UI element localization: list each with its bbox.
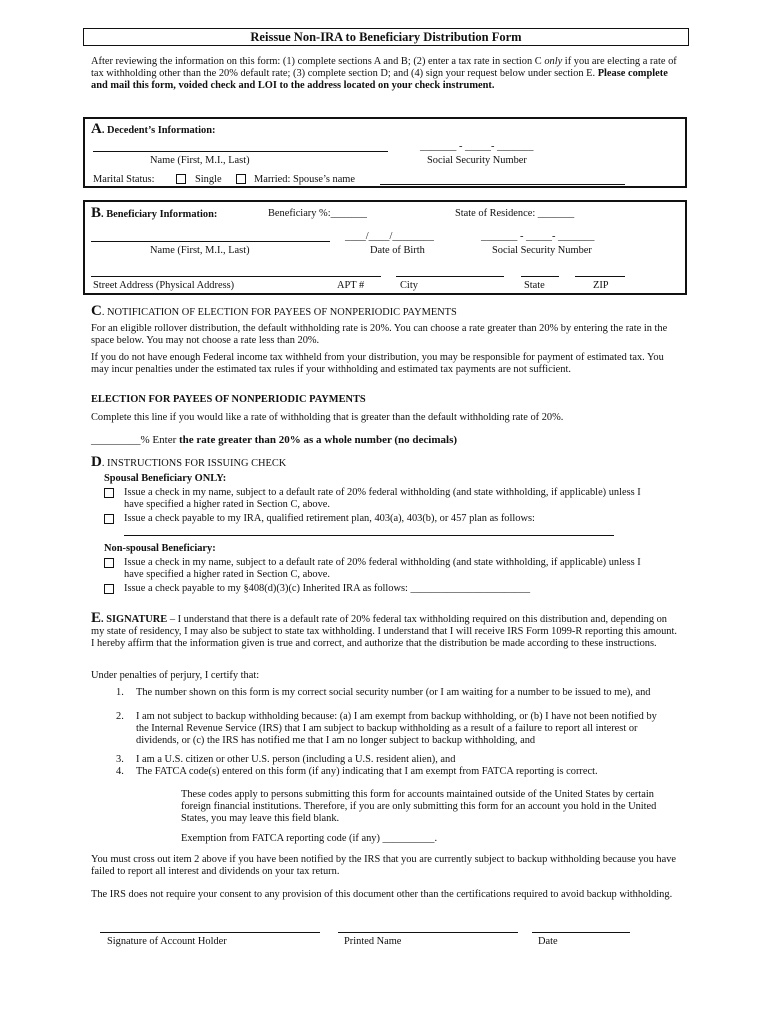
state-of-residence-field[interactable]: State of Residence: _______: [455, 208, 575, 219]
apt-label: APT #: [337, 280, 365, 291]
perjury-intro: Under penalties of perjury, I certify that:: [91, 670, 260, 681]
street-address-field[interactable]: [91, 276, 381, 277]
spousal-ira-details-field[interactable]: [124, 535, 614, 536]
section-a-title: . Decedent’s Information:: [101, 125, 216, 136]
intro-only: only: [544, 56, 563, 67]
decedent-name-field[interactable]: [93, 151, 388, 152]
section-d-heading: [91, 453, 286, 471]
cert-item-4-num: 4.: [116, 766, 124, 777]
section-b-letter: B: [91, 205, 102, 221]
intro-bold: Please complete and mail this form, voided check and LOI to the address located on your check instrument.: [91, 68, 668, 92]
section-c-letter: C: [91, 303, 102, 319]
section-e-letter: E: [91, 610, 102, 626]
spousal-heading: Spousal Beneficiary ONLY:: [104, 473, 227, 484]
cert-item-2-num: 2.: [116, 711, 124, 722]
spousal-check-own-name-checkbox[interactable]: [104, 488, 114, 498]
rate-blank[interactable]: _________% Enter: [91, 434, 179, 446]
married-checkbox[interactable]: [236, 174, 246, 184]
nonspousal-option-1: Issue a check in my name, subject to a default rate of 20% federal withholding (and state withholding, if applicable) unless I have specified a higher rated in Section C, above.: [124, 557, 641, 581]
intro-text: [91, 56, 681, 93]
consent-note: The IRS does not require your consent to any provision of this document other than the certifications required to avoid backup withholding.: [91, 889, 673, 900]
section-c-sub: ELECTION FOR PAYEES OF NONPERIODIC PAYMENTS: [91, 394, 366, 405]
zip-field[interactable]: [575, 276, 625, 277]
decedent-name-label: Name (First, M.I., Last): [150, 155, 250, 166]
nonspousal-inherited-ira-checkbox[interactable]: [104, 584, 114, 594]
section-c-title: . NOTIFICATION OF ELECTION FOR PAYEES OF NONPERIODIC PAYMENTS: [101, 307, 457, 318]
section-c-p1: For an eligible rollover distribution, the default withholding rate is 20%. You can choose a rate greater than 20% by entering the rate in the space below. You may not choose a rate less than 20%.: [91, 323, 668, 347]
spousal-option-2: Issue a check payable to my IRA, qualified retirement plan, 403(a), 403(b), or 457 plan as follows:: [124, 513, 535, 524]
dob-label: Date of Birth: [370, 245, 425, 256]
section-a-letter: A: [91, 121, 102, 137]
beneficiary-name-field[interactable]: [91, 241, 330, 242]
section-d-title: . INSTRUCTIONS FOR ISSUING CHECK: [101, 458, 287, 469]
fatca-note: These codes apply to persons submitting this form for accounts maintained outside of the United States by certain foreign financial institutions. Therefore, if you are only submitting this form for an account you hold in the United States, you may leave this field blank.: [181, 789, 657, 825]
printed-name-label: Printed Name: [344, 936, 402, 947]
nonspousal-check-own-name-checkbox[interactable]: [104, 558, 114, 568]
spousal-check-ira-checkbox[interactable]: [104, 514, 114, 524]
decedent-ssn-label: Social Security Number: [427, 155, 527, 166]
state-label: State: [524, 280, 545, 291]
signature-field[interactable]: [100, 932, 320, 933]
street-address-label: Street Address (Physical Address): [93, 280, 235, 291]
nonspousal-option-2: Issue a check payable to my §408(d)(3)(c) Inherited IRA as follows: _______________________: [124, 583, 531, 594]
date-label: Date: [538, 936, 558, 947]
dob-blank[interactable]: ____/____/________: [345, 231, 434, 242]
section-e-paragraph: [91, 612, 681, 651]
nonspousal-heading: Non-spousal Beneficiary:: [104, 543, 216, 554]
beneficiary-percent-field[interactable]: Beneficiary %:_______: [268, 208, 367, 219]
spousal-option-1: Issue a check in my name, subject to a default rate of 20% federal withholding (and state withholding, if applicable) unless I have specified a higher rated in Section C, above.: [124, 487, 641, 511]
section-e-text: – I understand that there is a default rate of 20% federal tax withholding required on this distribution and, depending on my state of residency, I may also be subject to state tax withholding. I understand that I will receive IRS Form 1099-R reporting this amount. I hereby affirm that the information given is true and correct, and authorize that the distribution be made according to these instructions.: [91, 614, 677, 650]
single-label: Single: [195, 174, 222, 185]
cert-item-4: The FATCA code(s) entered on this form (if any) indicating that I am exempt from FATCA reporting is correct.: [136, 766, 598, 777]
state-field[interactable]: [521, 276, 559, 277]
section-c-heading: [91, 302, 457, 320]
section-c-p2: If you do not have enough Federal income tax withheld from your distribution, you may be responsible for payment of estimated tax. You may incur penalties under the estimated tax rules if your withholding and estimated tax payments are not sufficient.: [91, 352, 664, 376]
rate-instruction: the rate greater than 20% as a whole number (no decimals): [178, 434, 458, 446]
beneficiary-ssn-label: Social Security Number: [492, 245, 592, 256]
marital-status-label: Marital Status:: [93, 174, 155, 185]
cert-item-1: The number shown on this form is my correct social security number (or I am waiting for a number to be issued to me), and: [136, 687, 651, 698]
cert-item-1-num: 1.: [116, 687, 124, 698]
city-field[interactable]: [396, 276, 504, 277]
city-label: City: [400, 280, 418, 291]
section-a-heading: [91, 120, 215, 138]
rate-line[interactable]: [91, 434, 457, 446]
beneficiary-ssn-blank[interactable]: _______ - _____- _______: [481, 231, 595, 242]
section-b-heading: [91, 204, 217, 222]
cert-item-3: I am a U.S. citizen or other U.S. person (including a U.S. resident alien), and: [136, 754, 456, 765]
intro-part2: if you are electing a rate of tax withholding other than the 20% default rate; (3) complete section D; and (4) sign your request below under section E.: [91, 56, 677, 80]
cert-item-2: I am not subject to backup withholding because: (a) I am exempt from backup withholding, or (b) I have not been notified by the Internal Revenue Service (IRS) that I am subject to backup withholding as a result of a failure to report all interest or dividends, or (c) the IRS has notified me that I am no longer subject to backup withholding, and: [136, 711, 657, 747]
cert-item-3-num: 3.: [116, 754, 124, 765]
zip-label: ZIP: [593, 280, 609, 291]
printed-name-field[interactable]: [338, 932, 518, 933]
section-e-title: . SIGNATURE: [101, 614, 168, 625]
decedent-ssn-blank[interactable]: _______ - _____- _______: [420, 141, 534, 152]
section-d-letter: D: [91, 454, 102, 470]
crossout-note: You must cross out item 2 above if you have been notified by the IRS that you are currently subject to backup withholding because you have failed to report all interest and dividends on your tax return.: [91, 854, 677, 878]
beneficiary-name-label: Name (First, M.I., Last): [150, 245, 250, 256]
intro-part1: After reviewing the information on this form: (1) complete sections A and B; (2) enter a tax rate in section C: [91, 56, 545, 67]
section-b-title: . Beneficiary Information:: [101, 209, 218, 220]
section-c-p3: Complete this line if you would like a rate of withholding that is greater than the default withholding rate of 20%.: [91, 412, 564, 423]
married-label: Married: Spouse’s name: [254, 174, 355, 185]
fatca-exemption-field[interactable]: Exemption from FATCA reporting code (if any) __________.: [181, 833, 438, 844]
single-checkbox[interactable]: [176, 174, 186, 184]
signature-label: Signature of Account Holder: [107, 936, 227, 947]
spouse-name-field[interactable]: [380, 184, 625, 185]
date-field[interactable]: [532, 932, 630, 933]
form-title: Reissue Non-IRA to Beneficiary Distribution Form: [83, 28, 689, 46]
